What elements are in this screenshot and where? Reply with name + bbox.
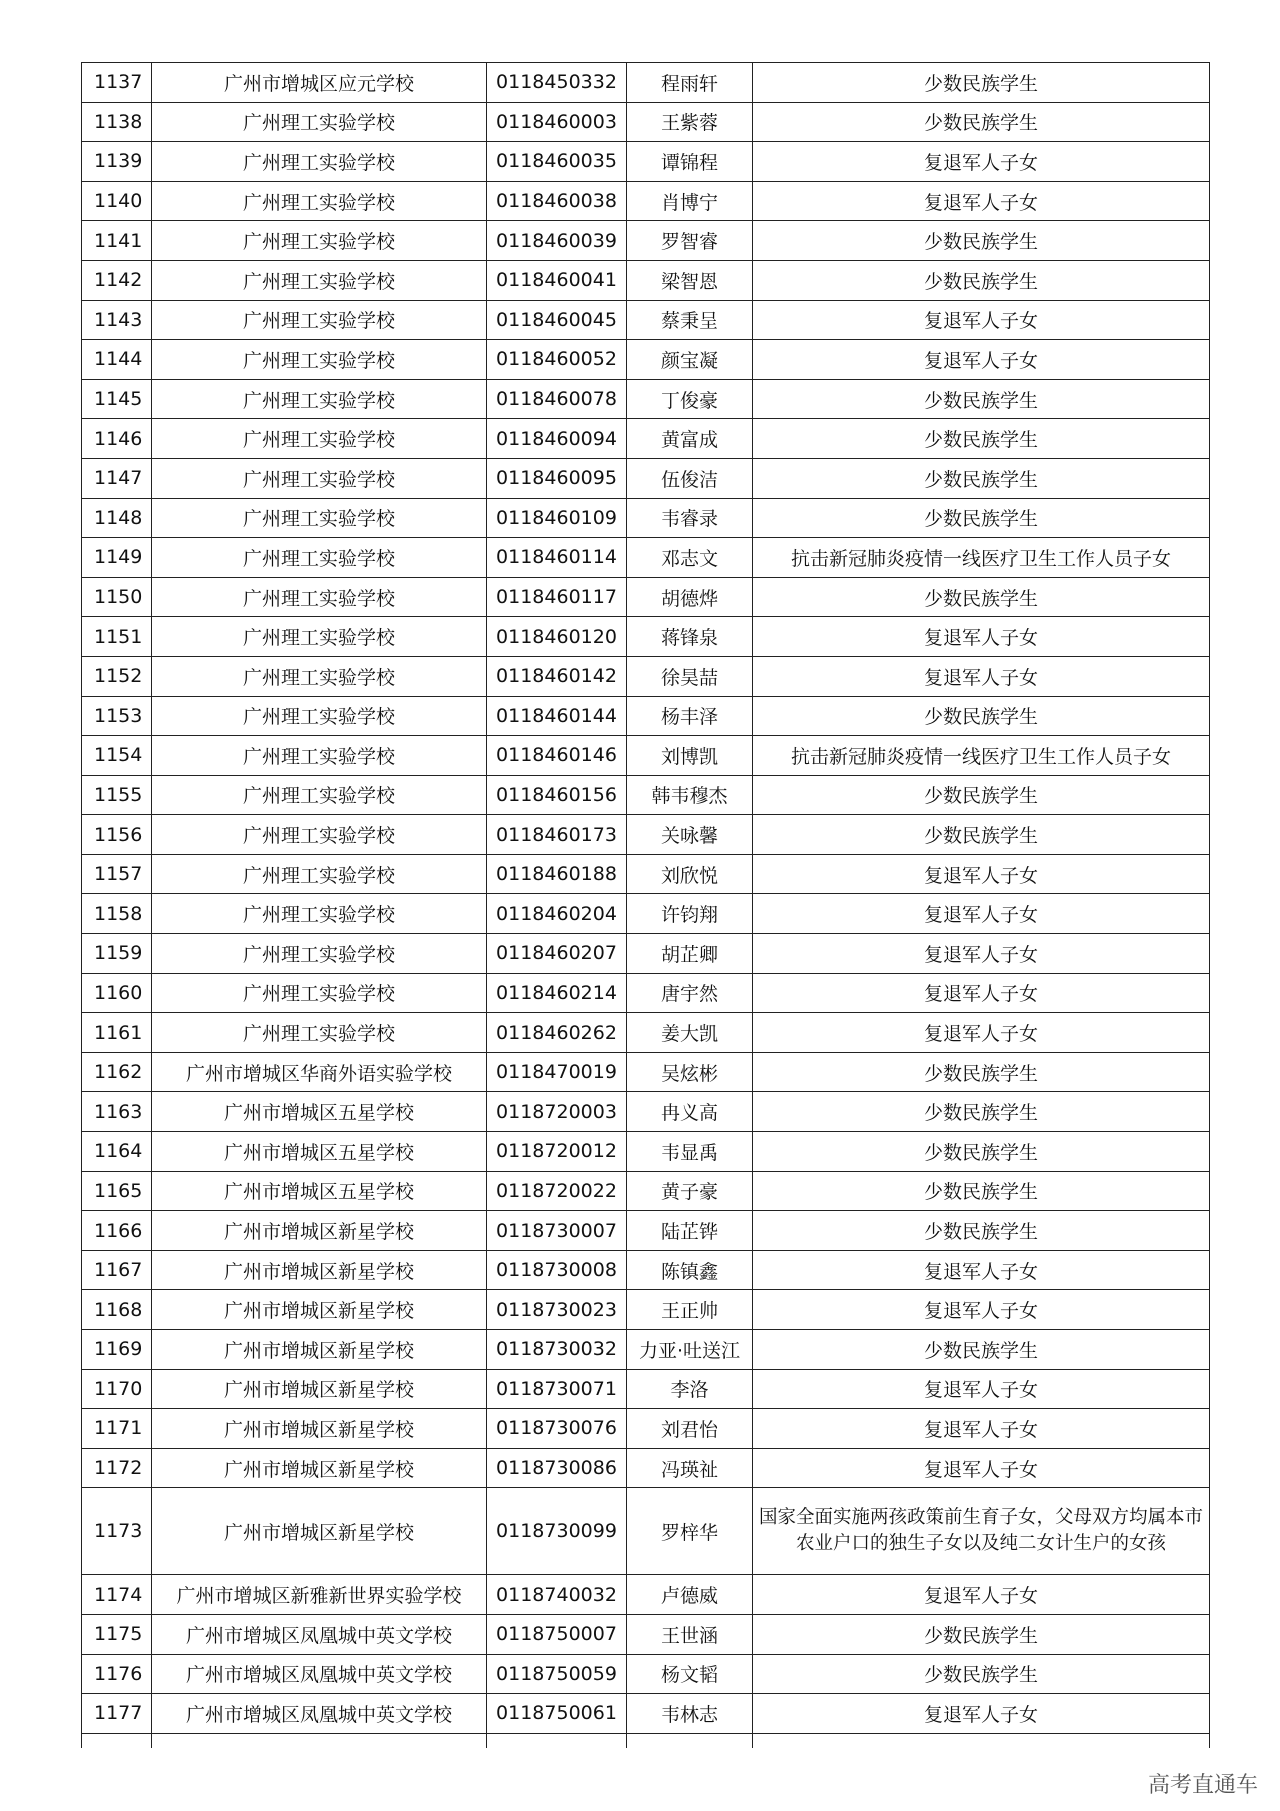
row-number-cell: 1137 [82, 63, 152, 103]
student-name-cell: 杨丰泽 [627, 696, 753, 736]
category-cell: 少数民族学生 [753, 1092, 1210, 1132]
row-number-cell: 1147 [82, 458, 152, 498]
row-number-cell: 1171 [82, 1409, 152, 1449]
student-id-cell: 0118720003 [487, 1092, 627, 1132]
school-name-cell: 广州市增城区应元学校 [152, 63, 487, 103]
category-cell: 复退军人子女 [753, 340, 1210, 380]
student-id-cell: 0118460052 [487, 340, 627, 380]
student-id-cell: 0118730099 [487, 1488, 627, 1575]
student-name-cell: 程雨轩 [627, 63, 753, 103]
student-name-cell: 吴炫彬 [627, 1052, 753, 1092]
category-cell: 复退军人子女 [753, 1250, 1210, 1290]
row-number-cell: 1142 [82, 260, 152, 300]
category-cell: 少数民族学生 [753, 1614, 1210, 1654]
student-name-cell: 王正帅 [627, 1290, 753, 1330]
student-id-cell: 0118450332 [487, 63, 627, 103]
category-cell: 抗击新冠肺炎疫情一线医疗卫生工作人员子女 [753, 538, 1210, 578]
student-name-cell: 韩韦穆杰 [627, 775, 753, 815]
school-name-cell: 广州理工实验学校 [152, 538, 487, 578]
student-name-cell: 陆芷铧 [627, 1211, 753, 1251]
school-name-cell: 广州市增城区五星学校 [152, 1132, 487, 1172]
student-id-cell: 0118730023 [487, 1290, 627, 1330]
category-cell: 复退军人子女 [753, 1694, 1210, 1734]
row-number-cell: 1139 [82, 142, 152, 182]
category-cell: 复退军人子女 [753, 1290, 1210, 1330]
table-continuation [82, 1733, 1210, 1748]
row-number-cell: 1176 [82, 1654, 152, 1694]
school-name-cell: 广州理工实验学校 [152, 656, 487, 696]
table-row [82, 775, 1210, 815]
school-name-cell: 广州市增城区新星学校 [152, 1448, 487, 1488]
school-name-cell: 广州理工实验学校 [152, 854, 487, 894]
student-id-cell: 0118460204 [487, 894, 627, 934]
table-row [82, 1369, 1210, 1409]
row-number-cell: 1153 [82, 696, 152, 736]
table-row [82, 1250, 1210, 1290]
student-id-cell: 0118730076 [487, 1409, 627, 1449]
row-number-cell: 1149 [82, 538, 152, 578]
row-number-cell: 1154 [82, 736, 152, 776]
category-cell: 少数民族学生 [753, 1171, 1210, 1211]
table-row [82, 498, 1210, 538]
table-row [82, 181, 1210, 221]
category-cell: 国家全面实施两孩政策前生育子女，父母双方均属本市农业户口的独生子女以及纯二女计生户的女孩 [753, 1488, 1210, 1575]
student-id-cell: 0118730008 [487, 1250, 627, 1290]
school-name-cell: 广州市增城区五星学校 [152, 1092, 487, 1132]
student-name-cell: 蔡秉呈 [627, 300, 753, 340]
student-id-cell: 0118750007 [487, 1614, 627, 1654]
table-row [82, 1575, 1210, 1615]
table-row [82, 1211, 1210, 1251]
table-row [82, 1330, 1210, 1370]
student-id-cell: 0118460146 [487, 736, 627, 776]
row-number-cell: 1141 [82, 221, 152, 261]
table-row [82, 221, 1210, 261]
table-row [82, 973, 1210, 1013]
category-cell: 复退军人子女 [753, 1448, 1210, 1488]
table-row [82, 617, 1210, 657]
school-name-cell: 广州理工实验学校 [152, 736, 487, 776]
student-id-cell: 0118460188 [487, 854, 627, 894]
student-id-cell: 0118460214 [487, 973, 627, 1013]
row-number-cell: 1167 [82, 1250, 152, 1290]
student-id-cell: 0118460173 [487, 815, 627, 855]
student-name-cell: 姜大凯 [627, 1013, 753, 1053]
row-number-cell: 1143 [82, 300, 152, 340]
school-name-cell: 广州市增城区新星学校 [152, 1369, 487, 1409]
category-cell: 少数民族学生 [753, 815, 1210, 855]
student-name-cell: 梁智恩 [627, 260, 753, 300]
student-name-cell: 谭锦程 [627, 142, 753, 182]
category-cell: 少数民族学生 [753, 102, 1210, 142]
row-number-cell: 1156 [82, 815, 152, 855]
school-name-cell: 广州理工实验学校 [152, 419, 487, 459]
table-row [82, 736, 1210, 776]
row-number-cell: 1152 [82, 656, 152, 696]
school-name-cell: 广州市增城区新星学校 [152, 1409, 487, 1449]
category-cell: 复退军人子女 [753, 142, 1210, 182]
school-name-cell: 广州理工实验学校 [152, 1013, 487, 1053]
student-name-cell: 陈镇鑫 [627, 1250, 753, 1290]
table-row [82, 538, 1210, 578]
row-number-cell: 1177 [82, 1694, 152, 1734]
row-number-cell: 1163 [82, 1092, 152, 1132]
student-name-cell: 唐宇然 [627, 973, 753, 1013]
school-name-cell: 广州市增城区新雅新世界实验学校 [152, 1575, 487, 1615]
table-row [82, 815, 1210, 855]
school-name-cell: 广州理工实验学校 [152, 894, 487, 934]
row-number-cell: 1157 [82, 854, 152, 894]
student-name-cell: 韦睿录 [627, 498, 753, 538]
school-name-cell: 广州理工实验学校 [152, 181, 487, 221]
empty-cell [487, 1733, 627, 1748]
table-row [82, 1409, 1210, 1449]
student-name-cell: 力亚·吐送江 [627, 1330, 753, 1370]
category-cell: 少数民族学生 [753, 379, 1210, 419]
table-row [82, 1290, 1210, 1330]
student-name-cell: 杨文韬 [627, 1654, 753, 1694]
student-id-cell: 0118460144 [487, 696, 627, 736]
student-id-cell: 0118720022 [487, 1171, 627, 1211]
row-number-cell: 1166 [82, 1211, 152, 1251]
school-name-cell: 广州市增城区凤凰城中英文学校 [152, 1654, 487, 1694]
student-name-cell: 胡德烨 [627, 577, 753, 617]
table-body [82, 63, 1210, 1748]
table-row [82, 854, 1210, 894]
empty-cell [82, 1733, 152, 1748]
row-number-cell: 1172 [82, 1448, 152, 1488]
category-cell: 复退军人子女 [753, 894, 1210, 934]
student-name-cell: 卢德威 [627, 1575, 753, 1615]
table-row [82, 458, 1210, 498]
row-number-cell: 1175 [82, 1614, 152, 1654]
table-row [82, 656, 1210, 696]
category-cell: 少数民族学生 [753, 63, 1210, 103]
table-row [82, 379, 1210, 419]
category-cell: 少数民族学生 [753, 260, 1210, 300]
row-number-cell: 1146 [82, 419, 152, 459]
row-number-cell: 1144 [82, 340, 152, 380]
table-row [82, 300, 1210, 340]
row-number-cell: 1160 [82, 973, 152, 1013]
table-row [82, 419, 1210, 459]
student-id-cell: 0118460120 [487, 617, 627, 657]
student-id-cell: 0118720012 [487, 1132, 627, 1172]
school-name-cell: 广州理工实验学校 [152, 696, 487, 736]
student-id-cell: 0118460109 [487, 498, 627, 538]
student-id-cell: 0118460094 [487, 419, 627, 459]
school-name-cell: 广州理工实验学校 [152, 102, 487, 142]
category-cell: 少数民族学生 [753, 1330, 1210, 1370]
student-id-cell: 0118460038 [487, 181, 627, 221]
student-name-cell: 黄富成 [627, 419, 753, 459]
student-name-cell: 王世涵 [627, 1614, 753, 1654]
category-cell: 少数民族学生 [753, 1654, 1210, 1694]
category-cell: 复退军人子女 [753, 656, 1210, 696]
category-cell: 少数民族学生 [753, 577, 1210, 617]
category-cell: 少数民族学生 [753, 498, 1210, 538]
table-row [82, 260, 1210, 300]
student-id-cell: 0118460039 [487, 221, 627, 261]
row-number-cell: 1170 [82, 1369, 152, 1409]
category-cell: 复退军人子女 [753, 300, 1210, 340]
category-cell: 复退军人子女 [753, 1409, 1210, 1449]
row-number-cell: 1168 [82, 1290, 152, 1330]
row-number-cell: 1173 [82, 1488, 152, 1575]
student-name-cell: 刘博凯 [627, 736, 753, 776]
table-row [82, 1013, 1210, 1053]
student-id-cell: 0118730071 [487, 1369, 627, 1409]
table-row [82, 1171, 1210, 1211]
student-name-cell: 蒋锋泉 [627, 617, 753, 657]
row-number-cell: 1148 [82, 498, 152, 538]
school-name-cell: 广州市增城区五星学校 [152, 1171, 487, 1211]
table-row [82, 142, 1210, 182]
school-name-cell: 广州市增城区新星学校 [152, 1330, 487, 1370]
student-name-cell: 颜宝凝 [627, 340, 753, 380]
row-number-cell: 1169 [82, 1330, 152, 1370]
row-number-cell: 1159 [82, 934, 152, 974]
school-name-cell: 广州理工实验学校 [152, 458, 487, 498]
student-id-cell: 0118730032 [487, 1330, 627, 1370]
student-id-cell: 0118460142 [487, 656, 627, 696]
student-name-cell: 冯瑛祉 [627, 1448, 753, 1488]
student-name-cell: 刘欣悦 [627, 854, 753, 894]
category-cell: 复退军人子女 [753, 1013, 1210, 1053]
school-name-cell: 广州市增城区凤凰城中英文学校 [152, 1614, 487, 1654]
school-name-cell: 广州理工实验学校 [152, 775, 487, 815]
category-cell: 抗击新冠肺炎疫情一线医疗卫生工作人员子女 [753, 736, 1210, 776]
student-name-cell: 韦林志 [627, 1694, 753, 1734]
row-number-cell: 1150 [82, 577, 152, 617]
category-cell: 复退军人子女 [753, 1575, 1210, 1615]
school-name-cell: 广州理工实验学校 [152, 617, 487, 657]
school-name-cell: 广州理工实验学校 [152, 815, 487, 855]
table-row [82, 1694, 1210, 1734]
table-row [82, 63, 1210, 103]
student-id-cell: 0118460262 [487, 1013, 627, 1053]
category-cell: 复退军人子女 [753, 934, 1210, 974]
student-name-cell: 邓志文 [627, 538, 753, 578]
row-number-cell: 1174 [82, 1575, 152, 1615]
table-row [82, 1132, 1210, 1172]
category-cell: 复退军人子女 [753, 973, 1210, 1013]
student-id-cell: 0118460207 [487, 934, 627, 974]
empty-cell [627, 1733, 753, 1748]
row-number-cell: 1155 [82, 775, 152, 815]
category-cell: 少数民族学生 [753, 1211, 1210, 1251]
student-id-cell: 0118460095 [487, 458, 627, 498]
category-cell: 复退军人子女 [753, 617, 1210, 657]
row-number-cell: 1165 [82, 1171, 152, 1211]
row-number-cell: 1161 [82, 1013, 152, 1053]
row-number-cell: 1145 [82, 379, 152, 419]
table-row [82, 577, 1210, 617]
category-cell: 少数民族学生 [753, 775, 1210, 815]
table-row [82, 1448, 1210, 1488]
student-name-cell: 关咏馨 [627, 815, 753, 855]
student-name-cell: 肖博宁 [627, 181, 753, 221]
student-name-cell: 冉义高 [627, 1092, 753, 1132]
student-id-cell: 0118460035 [487, 142, 627, 182]
empty-cell [753, 1733, 1210, 1748]
row-number-cell: 1138 [82, 102, 152, 142]
student-id-cell: 0118460003 [487, 102, 627, 142]
school-name-cell: 广州市增城区华商外语实验学校 [152, 1052, 487, 1092]
school-name-cell: 广州市增城区新星学校 [152, 1488, 487, 1575]
student-name-cell: 罗智睿 [627, 221, 753, 261]
category-cell: 少数民族学生 [753, 458, 1210, 498]
row-number-cell: 1151 [82, 617, 152, 657]
student-name-cell: 罗梓华 [627, 1488, 753, 1575]
student-name-cell: 刘君怡 [627, 1409, 753, 1449]
table-row [82, 102, 1210, 142]
student-id-cell: 0118740032 [487, 1575, 627, 1615]
student-id-cell: 0118460078 [487, 379, 627, 419]
school-name-cell: 广州理工实验学校 [152, 300, 487, 340]
school-name-cell: 广州理工实验学校 [152, 221, 487, 261]
student-name-cell: 伍俊洁 [627, 458, 753, 498]
student-name-cell: 王紫蓉 [627, 102, 753, 142]
category-cell: 复退军人子女 [753, 1369, 1210, 1409]
student-name-cell: 韦显禹 [627, 1132, 753, 1172]
school-name-cell: 广州市增城区新星学校 [152, 1211, 487, 1251]
category-cell: 少数民族学生 [753, 419, 1210, 459]
student-id-cell: 0118460045 [487, 300, 627, 340]
category-cell: 少数民族学生 [753, 1052, 1210, 1092]
student-id-cell: 0118460041 [487, 260, 627, 300]
school-name-cell: 广州市增城区新星学校 [152, 1290, 487, 1330]
school-name-cell: 广州理工实验学校 [152, 379, 487, 419]
row-number-cell: 1140 [82, 181, 152, 221]
student-id-cell: 0118730007 [487, 1211, 627, 1251]
row-number-cell: 1164 [82, 1132, 152, 1172]
category-cell: 少数民族学生 [753, 1132, 1210, 1172]
table-row [82, 340, 1210, 380]
student-id-cell: 0118460117 [487, 577, 627, 617]
table-row [82, 1052, 1210, 1092]
table-row [82, 1614, 1210, 1654]
row-number-cell: 1162 [82, 1052, 152, 1092]
student-name-cell: 丁俊豪 [627, 379, 753, 419]
category-cell: 少数民族学生 [753, 221, 1210, 261]
student-id-cell: 0118730086 [487, 1448, 627, 1488]
student-name-cell: 黄子豪 [627, 1171, 753, 1211]
school-name-cell: 广州市增城区凤凰城中英文学校 [152, 1694, 487, 1734]
student-name-cell: 徐昊喆 [627, 656, 753, 696]
table-row [82, 1654, 1210, 1694]
table-row [82, 1092, 1210, 1132]
school-name-cell: 广州理工实验学校 [152, 142, 487, 182]
school-name-cell: 广州理工实验学校 [152, 577, 487, 617]
student-name-cell: 李洛 [627, 1369, 753, 1409]
table-row [82, 696, 1210, 736]
table-row [82, 894, 1210, 934]
student-name-cell: 许钧翔 [627, 894, 753, 934]
watermark: 高考直通车 [1147, 1773, 1258, 1798]
empty-cell [152, 1733, 487, 1748]
row-number-cell: 1158 [82, 894, 152, 934]
category-cell: 少数民族学生 [753, 696, 1210, 736]
student-id-cell: 0118750061 [487, 1694, 627, 1734]
school-name-cell: 广州市增城区新星学校 [152, 1250, 487, 1290]
student-id-cell: 0118460114 [487, 538, 627, 578]
category-cell: 复退军人子女 [753, 181, 1210, 221]
table-row [82, 934, 1210, 974]
category-cell: 复退军人子女 [753, 854, 1210, 894]
school-name-cell: 广州理工实验学校 [152, 260, 487, 300]
school-name-cell: 广州理工实验学校 [152, 498, 487, 538]
student-id-cell: 0118750059 [487, 1654, 627, 1694]
table-row [82, 1488, 1210, 1575]
student-id-cell: 0118470019 [487, 1052, 627, 1092]
student-name-cell: 胡芷卿 [627, 934, 753, 974]
student-table [81, 62, 1210, 1748]
school-name-cell: 广州理工实验学校 [152, 973, 487, 1013]
school-name-cell: 广州理工实验学校 [152, 934, 487, 974]
student-id-cell: 0118460156 [487, 775, 627, 815]
school-name-cell: 广州理工实验学校 [152, 340, 487, 380]
